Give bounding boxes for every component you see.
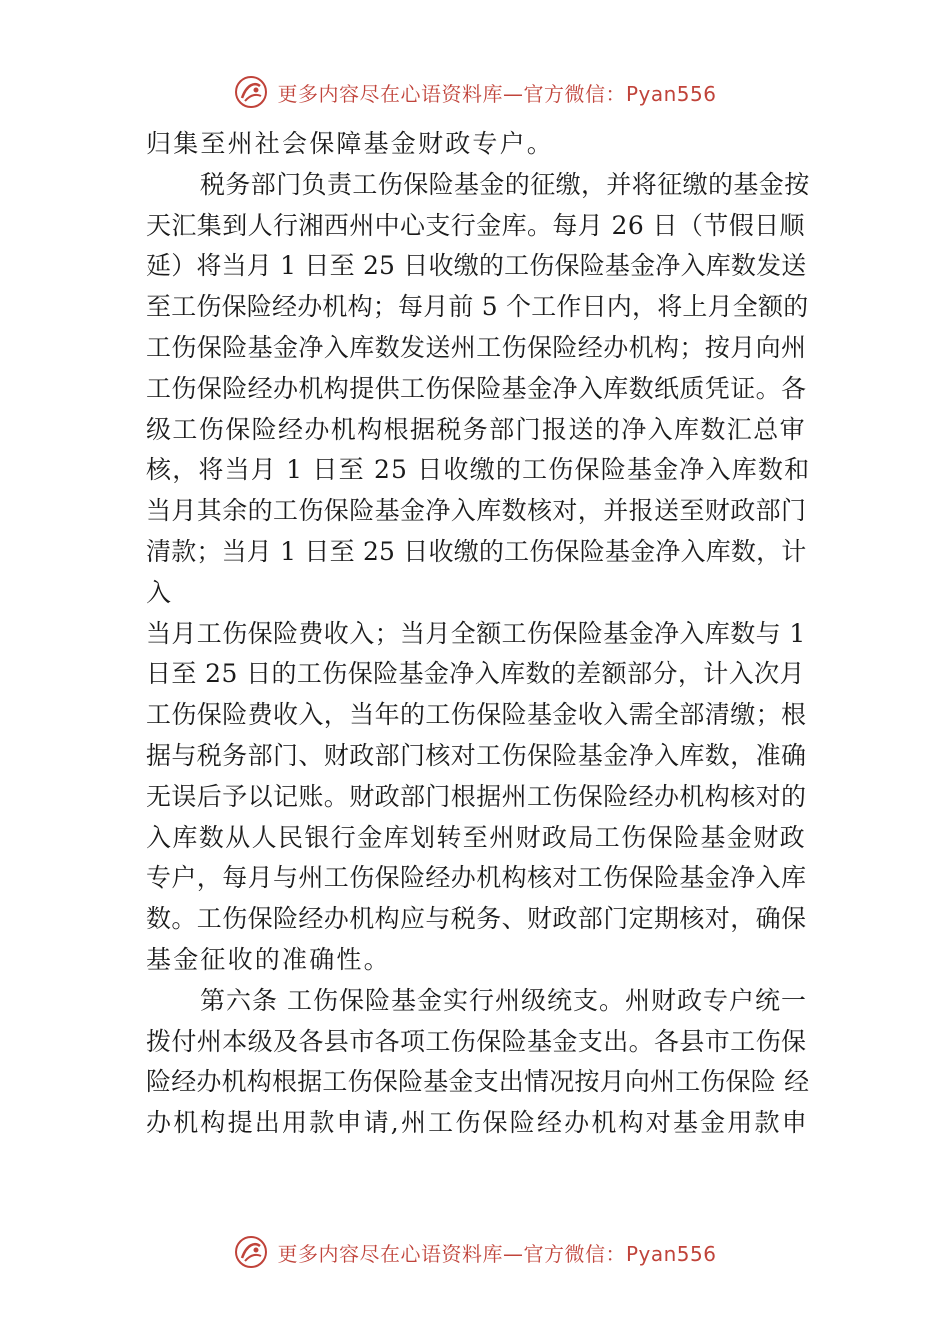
brand-logo-icon [233, 1234, 269, 1270]
text-line: 入库数从人民银行金库划转至州财政局工伤保险基金财政 [146, 822, 807, 852]
brand-logo-icon [233, 74, 269, 110]
footer-watermark [0, 1230, 950, 1274]
paragraph-first-line: 税务部门负责工伤保险基金的征缴，并将征缴的基金按 [200, 169, 810, 199]
text-line: 险经办机构根据工伤保险基金支出情况按月向州工伤保险 经 [146, 1067, 810, 1097]
watermark-text: 更多内容尽在心语资料库—官方微信：Pyan556 [277, 1241, 717, 1266]
text-line: 日至 25 日的工伤保险基金净入库数的差额部分，计入次月 [146, 659, 805, 689]
text-line: 至工伤保险经办机构；每月前 5 个工作日内，将上月全额的 [146, 292, 809, 322]
text-line: 工伤保险费收入，当年的工伤保险基金收入需全部清缴；根 [146, 700, 807, 730]
header-watermark [0, 70, 950, 114]
document-body [146, 124, 810, 1144]
text-line: 延）将当月 1 日至 25 日收缴的工伤保险基金净入库数发送 [146, 251, 807, 281]
text-line: 拨付州本级及各县市各项工伤保险基金支出。各县市工伤保 [146, 1026, 807, 1056]
text-line: 当月工伤保险费收入；当月全额工伤保险基金净入库数与 1 [146, 618, 806, 648]
text-line: 专户，每月与州工伤保险经办机构核对工伤保险基金净入库 [146, 863, 807, 893]
text-line: 办机构提出用款申请,州工伤保险经办机构对基金用款申 [146, 1108, 809, 1138]
watermark-text: 更多内容尽在心语资料库—官方微信：Pyan556 [277, 81, 717, 106]
text-line: 天汇集到人行湘西州中心支行金库。每月 26 日（节假日顺 [146, 210, 805, 240]
text-line: 清款；当月 1 日至 25 日收缴的工伤保险基金净入库数，计 [146, 536, 807, 566]
text-line: 入 [146, 577, 174, 607]
article-six-first-line: 第六条 工伤保险基金实行州级统支。州财政专户统一 [200, 985, 807, 1015]
text-line: 级工伤保险经办机构根据税务部门报送的净入库数汇总审 [146, 414, 807, 444]
text-line: 工伤保险基金净入库数发送州工伤保险经办机构；按月向州 [146, 332, 807, 362]
text-line: 核，将当月 1 日至 25 日收缴的工伤保险基金净入库数和 [146, 455, 811, 485]
text-line: 无误后予以记账。财政部门根据州工伤保险经办机构核对的 [146, 781, 807, 811]
text-line: 数。工伤保险经办机构应与税务、财政部门定期核对，确保 [146, 904, 807, 934]
text-line: 工伤保险经办机构提供工伤保险基金净入库数纸质凭证。各 [146, 373, 807, 403]
text-line: 当月其余的工伤保险基金净入库数核对，并报送至财政部门 [146, 496, 807, 526]
text-line: 据与税务部门、财政部门核对工伤保险基金净入库数，准确 [146, 740, 807, 770]
text-line: 归集至州社会保障基金财政专户。 [146, 129, 555, 158]
text-line: 基金征收的准确性。 [146, 944, 391, 974]
